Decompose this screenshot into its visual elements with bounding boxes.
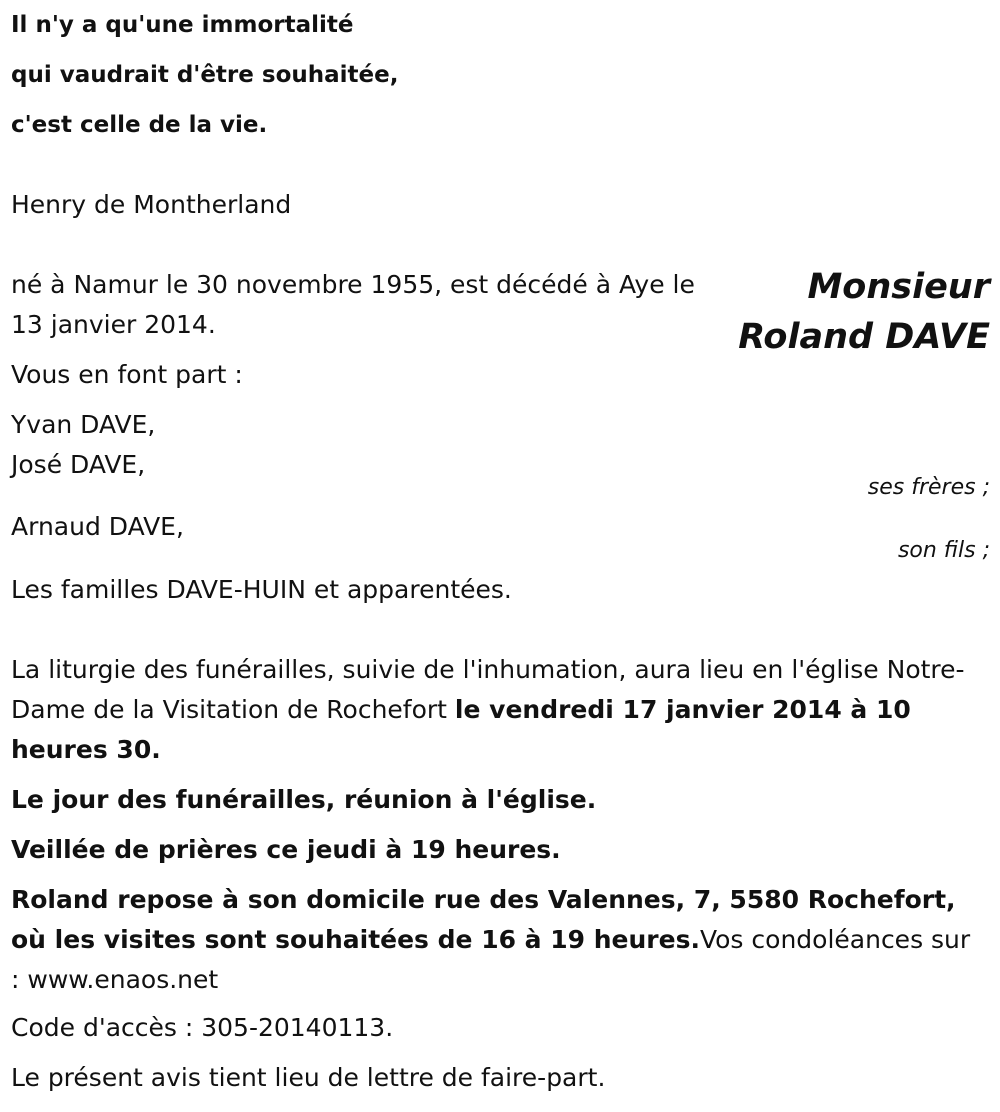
liturgy-date: le vendredi 17 janvier 2014 à 10 heures 30. [11,695,911,764]
gathering: Le jour des funérailles, réunion à l'église. [11,785,597,814]
quote-line-1: Il n'y a qu'une immortalité [11,12,354,38]
deceased-title: Monsieur [807,267,990,307]
quote-line-3: c'est celle de la vie. [11,112,268,138]
brothers-role: ses frères ; [867,475,990,500]
son: Arnaud DAVE, [11,512,184,541]
birth-death-line-2: 13 janvier 2014. [11,310,216,339]
access-code: Code d'accès : 305-20140113. [11,1013,394,1042]
rest-paragraph [11,880,986,1000]
rest-text: Roland repose à son domicile rue des Valennes, 7, 5580 Rochefort, où les visites sont souhaitées de 16 à 19 heures. [11,885,956,954]
announce-text: Vous en font part : [11,360,243,389]
deceased-name-block [738,262,990,362]
brother-1: Yvan DAVE, [11,410,156,439]
birth-death-line-1: né à Namur le 30 novembre 1955, est décédé à Aye le [11,270,695,299]
vigil: Veillée de prières ce jeudi à 19 heures. [11,835,561,864]
liturgy-paragraph [11,650,986,770]
condolences: Vos condoléances sur : www.enaos.net [11,925,971,994]
brother-2: José DAVE, [11,450,146,479]
quote-line-2: qui vaudrait d'être souhaitée, [11,62,399,88]
families: Les familles DAVE-HUIN et apparentées. [11,575,512,604]
notice: Le présent avis tient lieu de lettre de faire-part. [11,1063,606,1092]
liturgy-text: La liturgie des funérailles, suivie de l'inhumation, aura lieu en l'église Notre-Dame de la Visitation de Rochefort [11,655,965,724]
son-role: son fils ; [897,538,990,563]
deceased-name: Roland DAVE [738,317,990,357]
quote-author: Henry de Montherland [11,190,292,219]
